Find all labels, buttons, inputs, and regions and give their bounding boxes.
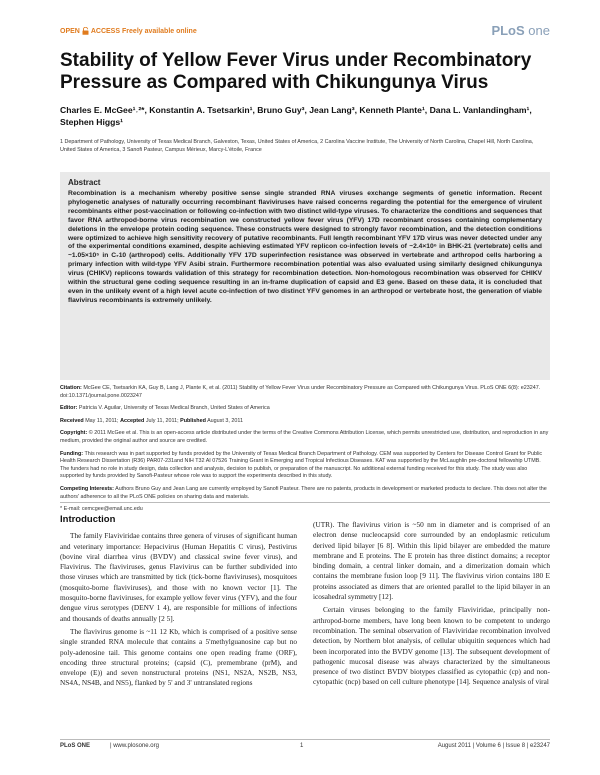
logo-plos: PLoS <box>491 23 525 38</box>
footer-url: | www.plosone.org <box>110 743 159 749</box>
copyright: Copyright: © 2011 McGee et al. This is an open-access article distributed under the terms of the Creative Commons Attribution License, which permits unrestricted use, distribution, and reproduction in any medium, provided the original author and source are credited. <box>60 430 549 444</box>
affiliations: 1 Department of Pathology, University of Texas Medical Branch, Galveston, Texas, United States of America, 2 Carolina Vaccine Institute, The University of North Carolina, Chapel Hill, North Carolina, United States of America, 3 Sanofi Pasteur, Campus Mérieux, Marcy-L'étoile, France <box>60 139 534 153</box>
editor: Editor: Patricia V. Aguilar, University of Texas Medical Branch, United States of America <box>60 405 270 412</box>
competing-interests: Competing Interests: Authors Bruno Guy and Jean Lang are currently employed by Sanofi Pasteur. There are no patents, products in development or marketed products to declare. This does not alter the authors' adherence to all the PLoS ONE policies on sharing data and materials. <box>60 485 547 500</box>
top-bar <box>60 23 550 41</box>
divider <box>60 502 550 503</box>
logo-one: one <box>528 23 550 38</box>
access-label: ACCESS <box>90 27 121 35</box>
open-label: OPEN <box>60 27 80 35</box>
author-list: Charles E. McGee¹˒²*, Konstantin A. Tsetsarkin¹, Bruno Guy³, Jean Lang³, Kenneth Plante¹, Dana L. Vanlandingham¹, Stephen Higgs¹ <box>60 105 532 127</box>
page-footer <box>60 743 550 755</box>
abstract-text: Recombination is a mechanism whereby positive sense single stranded RNA viruses exchange segments of genetic information. Recent phylogenetic analyses of naturally occurring recombinant flaviviruses have raised concerns regarding the potential for the emergence of virulent recombinants either post-vaccination or following co-infection with two distinct wild-type viruses. To characterize the conditions and sequences that favor RNA arthropod-borne virus recombination we constructed yellow fever virus (YFV) 17D recombinant crosses containing complementary deletions in the envelope protein coding sequence. These constructs were designed to strongly favor recombination, and the detection conditions were optimized to achieve high sensitivity recovery of putative recombinants. Full length recombinant YFV 17D virus was never detected under any of the experimental conditions examined, despite achieving estimated YFV replicon co-infection levels of ~2.4×10⁶ in BHK-21 (vertebrate) cells and ~1.05×10⁵ in C₇10 (arthropod) cells. Additionally YFV 17D superinfection resistance was observed in vertebrate and arthropod cells harboring a primary infection with wild-type YFV Asibi strain. Furthermore recombination potential was also evaluated using similarly designed chikungunya virus (CHIKV) replicons towards validation of this strategy for recombination detection. Non-homologous recombination was observed for CHIKV within the structural gene coding sequence resulting in an in-frame duplication of capsid and E3 gene. Based on these data, it is concluded that even in the unlikely event of a high level acute co-infection of two distinct YFV genomes in an arthropod or vertebrate host, the generation of viable flavivirus recombinants is extremely unlikely. <box>68 190 542 304</box>
freely-available-label: Freely available online <box>122 27 197 35</box>
email: * E-mail: cemcgee@email.unc.edu <box>60 506 143 513</box>
page-number: 1 <box>300 743 304 749</box>
paragraph: Certain viruses belonging to the family Flaviviridae, principally non-arthropod-borne members, have long been known to be competent to undergo recombination. The seminal observation of Flaviviridae recombination involved detection, by Northern blot analysis, of cellular ubiquitin sequences which had been incorporated into the BVDV genome [13]. The subsequent development of pathogenic mucosal disease was always characterized by the simultaneous presence of two distinct BVDV biotypes classified as cytopathic (cp) and non-cytopathic (ncp) based on cell culture phenotype [14]. Sequence analysis of viral <box>313 605 550 687</box>
footer-journal: PLoS ONE <box>60 743 91 749</box>
citation: Citation: McGee CE, Tsetsarkin KA, Guy B, Lang J, Plante K, et al. (2011) Stability of Yellow Fever Virus under Recombinatory Pressure as Compared with Chikungunya Virus. PLoS ONE 6(8): e23247. doi:10.1371/journal.pone.0023247 <box>60 385 541 399</box>
article-metadata <box>60 380 550 514</box>
left-column <box>60 515 297 692</box>
footer-issue: August 2011 | Volume 6 | Issue 8 | e23247 <box>437 743 550 749</box>
section-heading-introduction: Introduction <box>60 514 116 525</box>
right-column <box>313 520 550 691</box>
plos-one-logo <box>491 23 550 38</box>
open-access-banner <box>60 27 197 35</box>
paragraph: The family Flaviviridae contains three genera of viruses of significant human and veterinary importance: Hepacivirus (Human Hepatitis C virus), Pestivirus (bovine viral diarrhea virus (BVDV) and classical swine fever virus), and Flavivirus. The flaviviruses, genus Flavivirus can be further subdivided into those viruses which are transmitted by tick (tick-borne flaviviruses), mosquitoes (mosquito-borne flaviviruses), and those with no known vector [1]. The mosquito-borne flaviviruses, for example yellow fever virus (YFV), and the four dengue virus serotypes (DENV 1 4), are responsible for millions of infections and thousands of deaths annually [2 5]. <box>60 531 297 623</box>
funding: Funding: This research was in part supported by funds provided by the University of Texas Medical Branch Department of Pathology. CEM was supported by Centers for Disease Control Grant for Public Health Research Dissertation (R36) PAR07-231and NIH T32 AI 07526 Training Grant in Emerging and Tropical Infectious Diseases. KAT was supported by the McLaughlin pre-doctoral fellowship UTMB. The funders had no role in study design, data collection and analysis, decision to publish, or preparation of the manuscript. No additional external funding received for this study. The study was also supported by funds provided by Sanofi-Pasteur whose role was to support the experiments described in this study. <box>60 450 543 480</box>
abstract-box <box>60 172 550 380</box>
dates: Received May 11, 2011; Accepted July 11, 2011; Published August 3, 2011 <box>60 417 243 424</box>
paragraph: (UTR). The flavivirus virion is ~50 nm in diameter and is comprised of an electron dense nucleocapsid core surrounded by an endoplasmic reticulum derived lipid bilayer [6 8]. Within this lipid bilayer are embedded the mature membrane and E proteins. The E protein has three distinct domains; a receptor binding domain, a central linker domain, and a dimerization domain which contains the membrane fusion loop [9 11]. The flavivirus virion contains 180 E proteins associated as dimers that are oriented parallel to the lipid bilayer in an icosahedral symmetry [12]. <box>313 520 550 602</box>
paragraph: The flavivirus genome is ~11 12 Kb, which is comprised of a positive sense single stranded RNA molecule that contains a 5'methylguanosine cap but no poly-adenosine tail. This genome contains one open reading frame (ORF), encoding three structural proteins; (capsid (C), premembrane (prM), and envelope (E)) and seven nonstructural proteins (NS1, NS2A, NS2B, NS3, NS4A, NS4B, and NS5), flanked by 5' and 3' untranslated regions <box>60 626 297 688</box>
open-lock-icon <box>82 27 89 35</box>
article-title: Stability of Yellow Fever Virus under Recombinatory Pressure as Compared with Chikungunya Virus <box>60 50 532 93</box>
abstract-heading: Abstract <box>68 178 101 187</box>
footer-divider <box>60 739 550 740</box>
